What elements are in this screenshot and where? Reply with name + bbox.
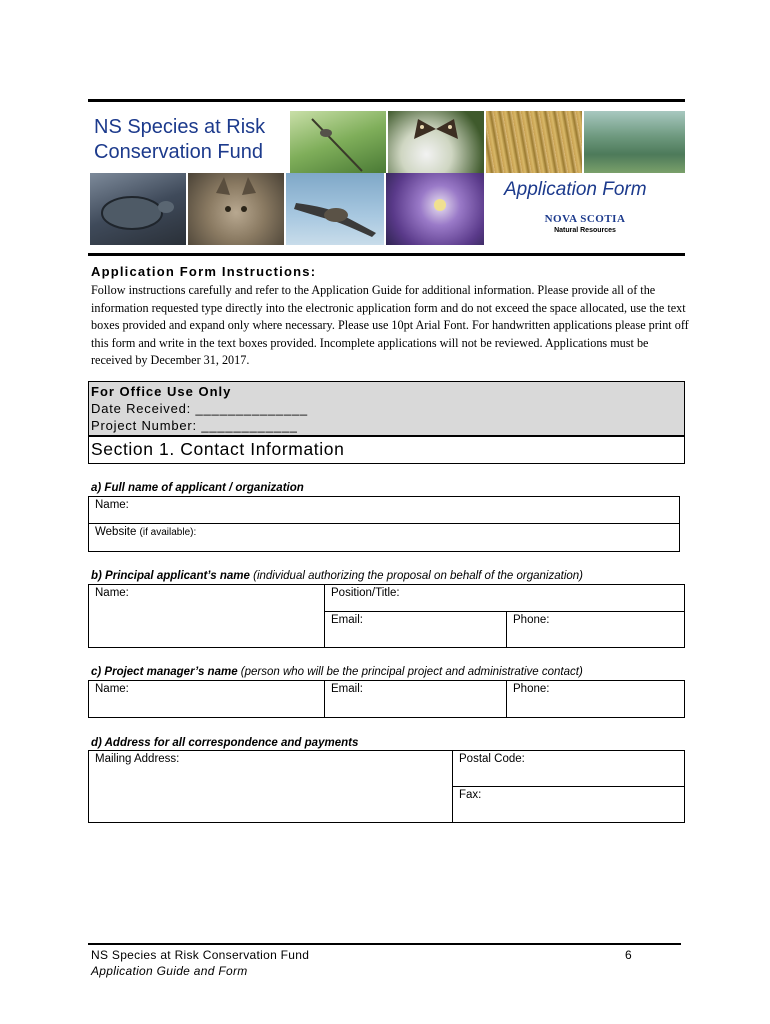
postal-code-field[interactable] <box>452 750 685 787</box>
manager-name-label: Name: <box>95 683 129 695</box>
principal-position-field[interactable] <box>324 584 685 612</box>
fax-label: Fax: <box>459 789 482 801</box>
project-number-field[interactable]: Project Number: ____________ <box>91 418 298 433</box>
application-form-label: Application Form <box>504 179 647 200</box>
website-field[interactable] <box>88 523 680 552</box>
footer-rule <box>88 943 681 945</box>
principal-phone-label: Phone: <box>513 614 550 626</box>
website-note: (if available): <box>139 527 197 538</box>
subsection-a-heading: a) Full name of applicant / organization <box>91 482 304 494</box>
nova-scotia-logo <box>540 213 630 234</box>
section-1-title: Section 1. Contact Information <box>88 436 685 464</box>
marsh-photo <box>584 111 685 173</box>
manager-phone-label: Phone: <box>513 683 550 695</box>
instructions-heading: Application Form Instructions: <box>91 264 317 279</box>
mailing-address-label: Mailing Address: <box>95 753 180 765</box>
banner-bottom-rule <box>88 253 685 256</box>
flower-photo <box>386 173 484 245</box>
manager-name-field[interactable] <box>88 680 325 718</box>
manager-email-label: Email: <box>331 683 363 695</box>
manager-phone-field[interactable] <box>506 680 685 718</box>
principal-email-field[interactable] <box>324 611 507 648</box>
fund-title: NS Species at Risk Conservation Fund <box>94 116 266 163</box>
website-label: Website <box>95 526 137 538</box>
principal-email-label: Email: <box>331 614 363 626</box>
turtle-photo <box>90 173 186 245</box>
subsection-c-heading: c) Project manager’s name (person who will be the principal project and administrative contact) <box>91 666 583 678</box>
fax-field[interactable] <box>452 786 685 823</box>
manager-email-field[interactable] <box>324 680 507 718</box>
footer-title: NS Species at Risk Conservation Fund <box>91 948 310 962</box>
principal-name-label: Name: <box>95 587 129 599</box>
owl-photo <box>286 173 384 245</box>
instructions-body: Follow instructions carefully and refer to the Application Guide for additional information. Please provide all of the information requested type directly into the electronic application form and do not exceed the space allocated, use the text boxes provided and expand only where necessary. Please use 10pt Arial Font. For handwritten applications please print off this form and write in the text boxes provided. Incomplete applications will not be reviewed. Applications must be received by December 31, 2017. <box>91 283 689 367</box>
grass-photo <box>486 111 582 173</box>
logo-name: NOVA SCOTIA <box>544 213 626 225</box>
footer-subtitle: Application Guide and Form <box>91 964 248 978</box>
principal-name-field[interactable] <box>88 584 325 648</box>
banner <box>88 103 685 253</box>
logo-dept: Natural Resources <box>554 227 616 234</box>
office-use-box <box>88 381 685 436</box>
postal-code-label: Postal Code: <box>459 753 525 765</box>
principal-phone-field[interactable] <box>506 611 685 648</box>
date-received-field[interactable]: Date Received: ______________ <box>91 401 308 416</box>
subsection-d-heading: d) Address for all correspondence and payments <box>91 737 359 749</box>
mailing-address-field[interactable] <box>88 750 453 823</box>
applicant-name-label: Name: <box>95 499 129 511</box>
page-number: 6 <box>625 948 632 962</box>
office-use-title: For Office Use Only <box>91 384 232 399</box>
bird-photo <box>290 111 386 173</box>
applicant-name-field[interactable] <box>88 496 680 524</box>
subsection-b-heading: b) Principal applicant’s name (individual authorizing the proposal on behalf of the organization) <box>91 570 584 582</box>
butterfly-photo <box>388 111 484 173</box>
banner-top-rule <box>88 99 685 102</box>
lynx-photo <box>188 173 284 245</box>
principal-position-label: Position/Title: <box>331 587 400 599</box>
